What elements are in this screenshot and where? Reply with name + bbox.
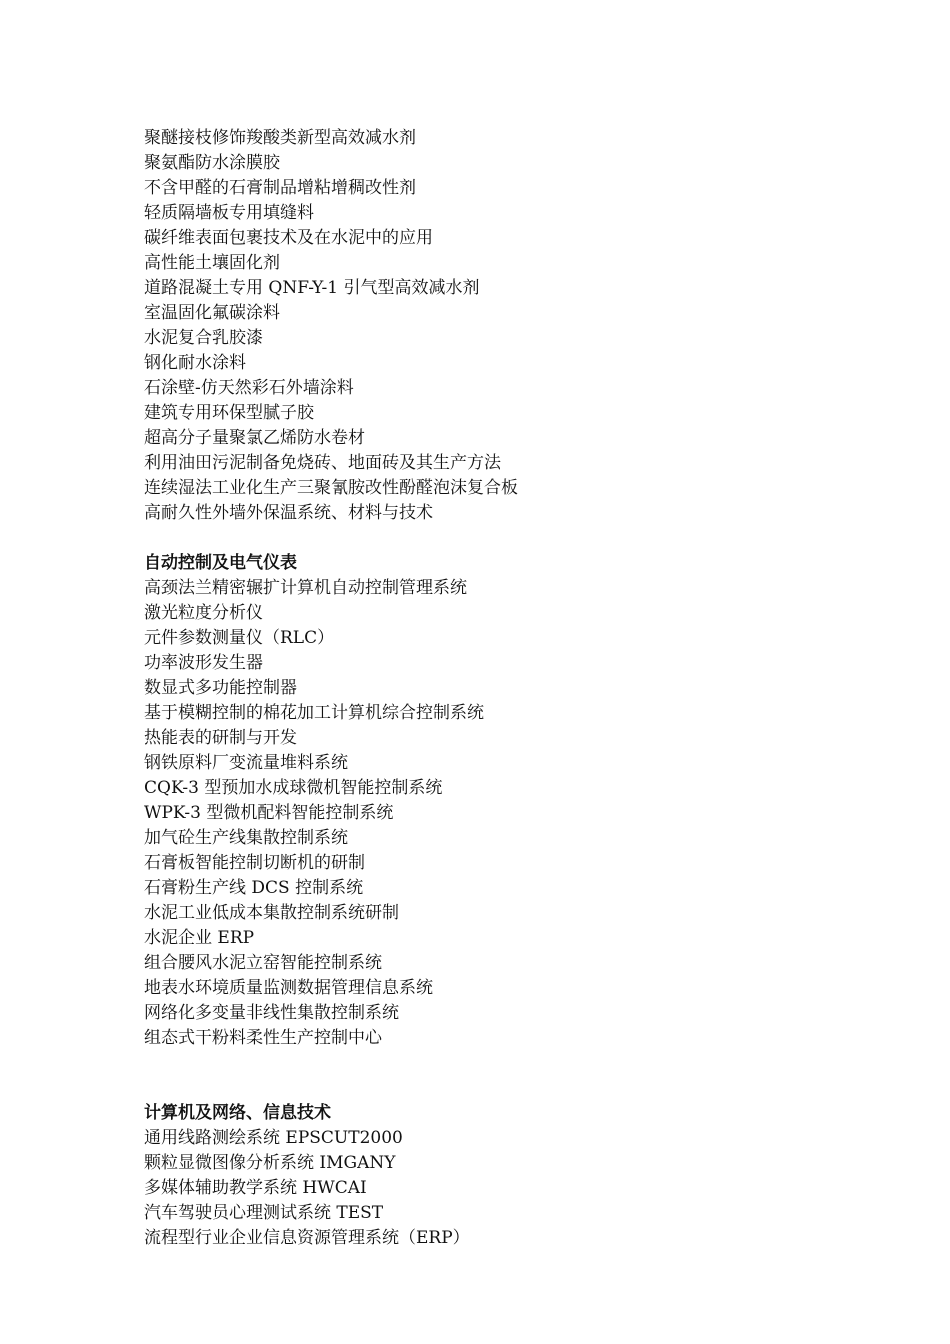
section-heading-automation: 自动控制及电气仪表: [144, 553, 297, 573]
list-item: 钢化耐水涂料: [144, 353, 246, 373]
list-item: 连续湿法工业化生产三聚氰胺改性酚醛泡沫复合板: [144, 478, 518, 498]
building-materials-list: [144, 126, 904, 526]
list-item: 组合腰风水泥立窑智能控制系统: [144, 953, 382, 973]
list-item: 颗粒显微图像分析系统 IMGANY: [144, 1153, 396, 1173]
list-item: 钢铁原料厂变流量堆料系统: [144, 753, 348, 773]
list-item: 流程型行业企业信息资源管理系统（ERP）: [144, 1228, 470, 1248]
section-heading-computing: 计算机及网络、信息技术: [144, 1103, 331, 1123]
list-item: 利用油田污泥制备免烧砖、地面砖及其生产方法: [144, 453, 501, 473]
list-item: 汽车驾驶员心理测试系统 TEST: [144, 1203, 384, 1223]
automation-list: [144, 576, 904, 1051]
list-item: 多媒体辅助教学系统 HWCAI: [144, 1178, 367, 1198]
list-item: 建筑专用环保型腻子胶: [144, 403, 314, 423]
list-item: 石膏板智能控制切断机的研制: [144, 853, 365, 873]
list-item: 聚氨酯防水涂膜胶: [144, 153, 280, 173]
computing-list: [144, 1126, 904, 1251]
list-item: 高耐久性外墙外保温系统、材料与技术: [144, 503, 433, 523]
list-item: 热能表的研制与开发: [144, 728, 297, 748]
list-item: 不含甲醛的石膏制品增粘增稠改性剂: [144, 178, 416, 198]
list-item: 组态式干粉料柔性生产控制中心: [144, 1028, 382, 1048]
list-item: 水泥企业 ERP: [144, 928, 255, 948]
list-item: 水泥工业低成本集散控制系统研制: [144, 903, 399, 923]
list-item: 网络化多变量非线性集散控制系统: [144, 1003, 399, 1023]
list-item: 轻质隔墙板专用填缝料: [144, 203, 314, 223]
list-item: 聚醚接枝修饰羧酸类新型高效减水剂: [144, 128, 416, 148]
list-item: 元件参数测量仪（RLC）: [144, 628, 335, 648]
list-item: 超高分子量聚氯乙烯防水卷材: [144, 428, 365, 448]
document-content: [144, 126, 904, 1251]
list-item: 高颈法兰精密辗扩计算机自动控制管理系统: [144, 578, 467, 598]
list-item: 激光粒度分析仪: [144, 603, 263, 623]
list-item: 地表水环境质量监测数据管理信息系统: [144, 978, 433, 998]
list-item: 碳纤维表面包裹技术及在水泥中的应用: [144, 228, 433, 248]
list-item: 加气砼生产线集散控制系统: [144, 828, 348, 848]
list-item: 水泥复合乳胶漆: [144, 328, 263, 348]
list-item: 数显式多功能控制器: [144, 678, 297, 698]
list-item: 功率波形发生器: [144, 653, 263, 673]
section-spacer: [144, 1051, 904, 1101]
section-spacer: [144, 526, 904, 551]
list-item: WPK-3 型微机配料智能控制系统: [144, 803, 394, 823]
list-item: 道路混凝土专用 QNF-Y-1 引气型高效减水剂: [144, 278, 480, 298]
list-item: 石涂壁-仿天然彩石外墙涂料: [144, 378, 354, 398]
list-item: 室温固化氟碳涂料: [144, 303, 280, 323]
list-item: 通用线路测绘系统 EPSCUT2000: [144, 1128, 403, 1148]
list-item: 石膏粉生产线 DCS 控制系统: [144, 878, 364, 898]
list-item: CQK-3 型预加水成球微机智能控制系统: [144, 778, 443, 798]
list-item: 基于模糊控制的棉花加工计算机综合控制系统: [144, 703, 484, 723]
list-item: 高性能土壤固化剂: [144, 253, 280, 273]
